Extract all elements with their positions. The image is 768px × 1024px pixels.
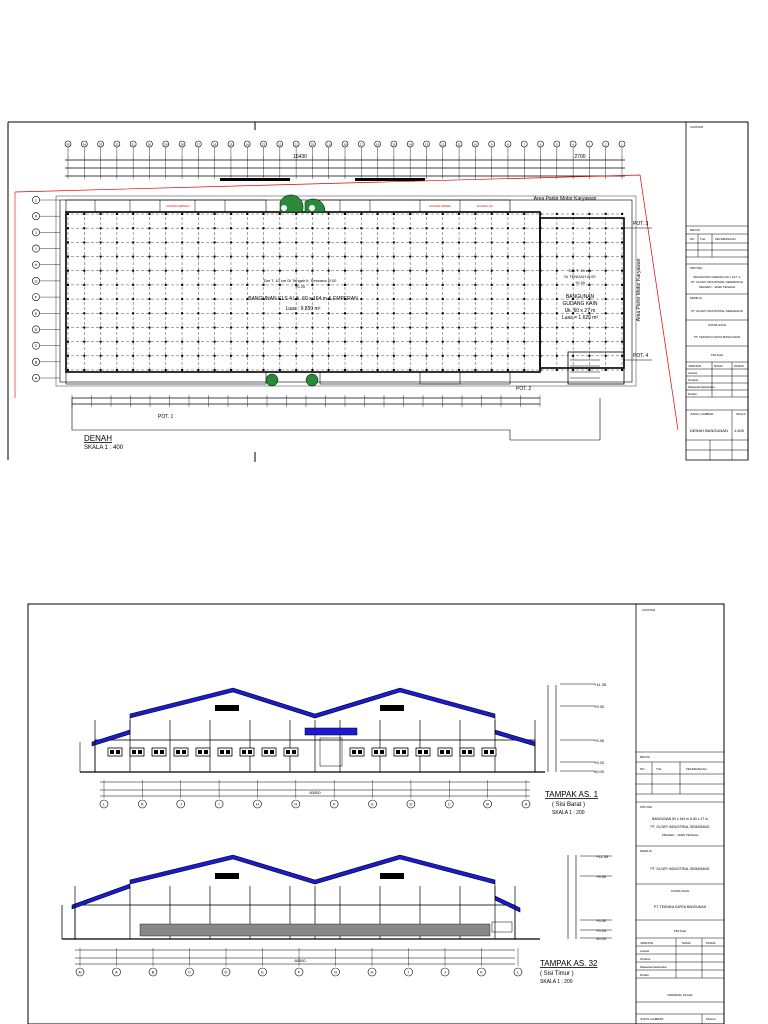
warehouse-elevation-note: Dar T. 10 cm	[568, 268, 592, 273]
grid-bubble-north-label: 12	[441, 142, 445, 147]
tb1-owner-header: PEMILIK	[690, 296, 702, 300]
tb1-col-date: TGL	[700, 237, 706, 241]
roof-elevation-2	[72, 855, 520, 912]
grid-bubble-north-label: 18	[343, 142, 347, 147]
tb1-project-header: PROYEK	[690, 266, 703, 270]
sheet-elevations	[28, 604, 724, 1024]
elev2-scale: SKALA 1 : 200	[540, 979, 573, 985]
title-block-sheet2	[636, 604, 724, 1024]
elevation-as-1	[80, 682, 607, 816]
elev2-grid-bubble-label: I	[407, 969, 410, 975]
room-label-red-1: RUANG KEPALA	[166, 204, 190, 208]
elev1-level-3: +0.20	[594, 760, 605, 765]
grid-bubble-west-label: L	[34, 197, 38, 203]
tb1-header: CATATAN	[690, 125, 704, 129]
elev2-level-3: +0.20	[596, 928, 607, 933]
top-dimension-chain	[65, 154, 625, 181]
main-building-outline	[66, 212, 540, 372]
elev1-level-4: ±0.00	[594, 769, 604, 774]
elev2-grid-bubble-label: F	[297, 969, 301, 975]
main-elevation-note: Dar T. 10 cm Di Tengah lt. Rencana Ø.00	[263, 278, 337, 283]
elev2-grid-bubble-label: J	[444, 969, 446, 975]
sheet-floor-plan	[8, 122, 748, 462]
grid-bubble-north-label: 21	[294, 142, 298, 147]
grid-bubble-north-label: 27	[196, 142, 201, 147]
pot-4-label: POT. 4	[633, 353, 649, 359]
tb1-sheet-title: DENAH BANGUNAN	[690, 428, 728, 433]
grid-bubble-north-label: 15	[392, 142, 396, 147]
elev2-level-0: +11.35	[596, 854, 609, 859]
tb2-consultant: PT. TEKNIKA KARYA BANGUNAN	[653, 905, 707, 909]
grid-bubble-west-label: C	[34, 343, 38, 349]
warehouse-name-1: BANGUNAN	[565, 294, 595, 300]
tb1-owner: PT. GLORY INDUSTRIAL SEMARANG	[690, 309, 744, 313]
elev1-scale: SKALA 1 : 200	[552, 810, 585, 816]
tb2-consultant-header: KONSULTAN	[671, 889, 689, 893]
grid-bubble-west-label: F	[34, 294, 38, 300]
grid-bubble-north-label: 14	[408, 142, 412, 147]
tb2-project-1: BANGUNAN 60 x 164 m & 60 x 27 m	[652, 817, 708, 821]
north-grid-bubbles	[65, 141, 625, 158]
tb2-team-row-3: Drafter	[640, 973, 650, 977]
elev2-level-4: ±0.00	[596, 936, 606, 941]
elev1-grid-bubble-label: J	[179, 801, 182, 807]
elev2-grid-bubble-label: B	[151, 969, 155, 975]
tb1-consultant-header: KONSULTAN	[708, 323, 726, 327]
tb2-team-col-2: PARAF	[706, 941, 716, 945]
grid-bubble-north-label: 31	[131, 142, 135, 147]
tb2-project-3: SRAGEN - JAWA TENGAH	[661, 833, 699, 837]
elev1-grid-bubble-label: A	[524, 801, 528, 807]
elev2-grid-bubble-label: K	[480, 969, 483, 975]
plan-scale: SKALA 1 : 400	[84, 445, 124, 451]
elev2-total-dim: 60000	[294, 958, 306, 963]
tb2-project-2: PT. GLORY INDUSTRIAL SEMARANG	[650, 825, 710, 829]
grid-bubble-west-label: E	[34, 310, 38, 316]
grid-bubble-north-label: 8	[507, 142, 509, 147]
elev1-grid-bubble-label: G	[294, 801, 298, 807]
grid-bubble-north-label: 23	[261, 142, 266, 147]
pot-2-label: POT. 2	[516, 386, 532, 392]
elev2-level-1: +9.30	[596, 874, 607, 879]
grid-bubble-west-label: I	[35, 246, 37, 252]
elev2-subtitle: ( Sisi Timur )	[540, 971, 574, 977]
elev1-grid-bubble-label: F	[332, 801, 336, 807]
elev2-grid-bubble-label: A'	[78, 969, 82, 975]
elev1-grid-bubble-label: D	[409, 801, 413, 807]
elev1-subtitle: ( Sisi Barat )	[552, 802, 586, 808]
grid-bubble-west-label: H	[34, 262, 38, 268]
tb1-scale: 1:400	[734, 428, 745, 433]
elev2-grid-bubble-label: E	[261, 969, 264, 975]
tb1-team-row-0: Arsitek	[688, 371, 698, 375]
tb2-revision: REVISI	[640, 755, 650, 759]
grid-bubble-north-label: 19	[327, 142, 331, 147]
tb2-sheet-title-header: JUDUL GAMBAR	[640, 1017, 664, 1021]
grid-bubble-north-label: 25	[229, 142, 233, 147]
room-label-red-2: RUANG ADMIN	[429, 204, 451, 208]
title-block-sheet1	[686, 122, 748, 460]
grid-bubble-north-label: 34	[82, 142, 86, 147]
elev1-grid-bubble-label: B	[486, 801, 489, 807]
elev2-grid-bubble-label: D	[224, 969, 228, 975]
tb1-team-col-0: JABATAN	[688, 364, 702, 368]
grid-bubble-north-label: 10	[473, 142, 478, 147]
tb1-project-2: PT. GLORY INDUSTRIAL SEMARANG	[690, 280, 744, 284]
tb1-team-col-1: NAMA	[714, 364, 723, 368]
elev1-grid-bubble-label: E	[371, 801, 374, 807]
tb1-team-row-1: Struktur	[688, 378, 699, 382]
tb2-project-header: PROYEK	[640, 805, 653, 809]
tb1-sheet-title-header: JUDUL GAMBAR	[690, 412, 714, 416]
tb1-col-desc: KETERANGAN	[715, 237, 736, 241]
warehouse-name-2: GUDANG KAIN	[562, 301, 598, 307]
grid-bubble-west-label: J	[35, 229, 37, 235]
tb1-team-header: TIM AHLI	[710, 353, 724, 357]
grid-bubble-north-label: 35	[66, 142, 70, 147]
elev1-grid-bubble-label: L	[102, 801, 106, 807]
tb2-team-col-0: JABATAN	[640, 941, 654, 945]
elev1-level-2: +5.30	[594, 738, 605, 743]
tb2-team-row-0: Arsitek	[640, 949, 650, 953]
grid-bubble-west-label: K	[34, 213, 38, 219]
elev1-level-1: +9.30	[594, 704, 605, 709]
grid-bubble-north-label: 2	[604, 142, 607, 147]
grid-bubble-north-label: 3	[588, 142, 591, 147]
main-building-name: BANGUNAN CLS 4 Uk. 60 x 164 m & EMPERAN	[248, 296, 358, 302]
elev2-level-2: +5.30	[596, 918, 607, 923]
green-trees	[266, 195, 325, 386]
grid-bubble-north-label: 28	[180, 142, 184, 147]
top-dimension-right: 2700	[574, 154, 586, 160]
tb1-scale-header: SKALA	[736, 412, 746, 416]
grid-bubble-north-label: 5	[555, 142, 558, 147]
grid-bubble-west-label: D	[34, 326, 38, 332]
elev1-level-0: +11.35	[594, 682, 607, 687]
elev2-grid-bubble-label: G	[333, 969, 338, 975]
main-building-area: Luas : 9.850 m²	[285, 306, 321, 312]
tb2-owner-header: PEMILIK	[640, 849, 652, 853]
tb2-scale-header: SKALA	[706, 1017, 716, 1021]
elev2-grid-bubble-label: C	[188, 969, 191, 975]
top-dimension-left: 16430	[293, 154, 307, 160]
grid-bubble-north-label: 1	[621, 142, 623, 147]
tb1-team-row-2: Mekanikal Elektrikal	[688, 385, 715, 389]
tb1-revision: REVISI	[690, 228, 700, 232]
tb2-owner: PT. GLORY INDUSTRIAL SEMARANG	[650, 867, 710, 871]
elev2-grid-bubble-label: A	[115, 969, 118, 975]
grid-bubble-north-label: 11	[457, 142, 461, 147]
elev1-title: TAMPAK AS. 1	[545, 790, 599, 799]
grid-bubble-north-label: 7	[523, 142, 526, 147]
roof-elevation-1	[92, 688, 535, 746]
elev1-grid-bubble-label: H	[256, 801, 259, 807]
tb1-consultant: PT. TEKNIKA KARYA BANGUNAN	[693, 335, 741, 339]
tb2-team-header: TIM AHLI	[673, 929, 687, 933]
tb2-col-desc: KETERANGAN	[686, 767, 707, 771]
tb2-team-col-1: NAMA	[682, 941, 691, 945]
grid-bubble-north-label: 26	[212, 142, 217, 147]
tb2-team-row-1: Struktur	[640, 957, 651, 961]
elev1-grid-bubble-label: K	[141, 801, 144, 807]
grid-bubble-north-label: 17	[359, 142, 363, 147]
warehouse-elevation-value: +0.20	[574, 280, 586, 285]
grid-bubble-north-label: 9	[490, 142, 493, 147]
elev2-grid-bubble-label: H	[370, 969, 374, 975]
room-label-red-3: RUANG QC	[476, 204, 494, 208]
tb2-header: CATATAN	[642, 608, 656, 612]
plan-title: DENAH	[84, 434, 113, 443]
tb2-col-no: NO	[640, 767, 645, 771]
warehouse-elevation-note2: Di TENGAH Ø.00	[564, 274, 596, 279]
parking-label-north: Area Parkir Motor Karyawan	[533, 196, 597, 202]
tb1-project-1: BANGUNAN GEDUNG 60 x 217 m	[693, 275, 741, 279]
parking-label-east: Area Parkir Motor Karyawan	[636, 258, 642, 322]
grid-bubble-north-label: 4	[572, 142, 574, 147]
tb2-col-date: TGL	[656, 767, 662, 771]
tb2-team-row-2: Mekanikal Elektrikal	[640, 965, 667, 969]
tb1-team-row-3: Drafter	[688, 392, 698, 396]
warehouse-outline	[540, 218, 624, 368]
grid-bubble-north-label: 29	[164, 142, 168, 147]
elev2-grid-bubble-label: L	[516, 969, 520, 975]
grid-bubble-north-label: 6	[539, 142, 542, 147]
tb1-col-no: NO	[690, 237, 695, 241]
grid-bubble-north-label: 13	[424, 142, 429, 147]
grid-bubble-west-label: G	[34, 278, 38, 284]
warehouse-size: Uk. 60 x 27 m	[564, 308, 596, 314]
warehouse-area: Luas = 1.620 m²	[561, 315, 599, 321]
grid-bubble-west-label: B	[34, 359, 38, 365]
grid-bubble-north-label: 20	[310, 142, 315, 147]
grid-bubble-north-label: 22	[278, 142, 282, 147]
elev1-total-dim: 60000	[309, 790, 321, 795]
grid-bubble-north-label: 16	[375, 142, 380, 147]
main-elevation-value: +0.20	[294, 284, 306, 289]
grid-bubble-north-label: 32	[115, 142, 119, 147]
elevation-as-32	[62, 854, 612, 985]
elev1-grid-bubble-label: C	[447, 801, 451, 807]
pot-3-label: POT. 3	[633, 221, 649, 227]
grid-bubble-north-label: 33	[98, 142, 103, 147]
tb2-drawing-header: DRAWING SCALE	[667, 993, 693, 997]
grid-bubble-west-label: A	[34, 375, 38, 381]
elev1-grid-bubble-label: I	[218, 801, 220, 807]
tb1-team-col-2: PARAF	[734, 364, 744, 368]
bottom-dimension-chain	[72, 395, 540, 407]
tb1-project-3: SRAGEN - JAWA TENGAH	[698, 285, 736, 289]
elev2-title: TAMPAK AS. 32	[540, 959, 598, 968]
grid-bubble-north-label: 24	[245, 142, 249, 147]
grid-bubble-north-label: 30	[147, 142, 152, 147]
pot-1-label: POT. 1	[158, 414, 174, 420]
